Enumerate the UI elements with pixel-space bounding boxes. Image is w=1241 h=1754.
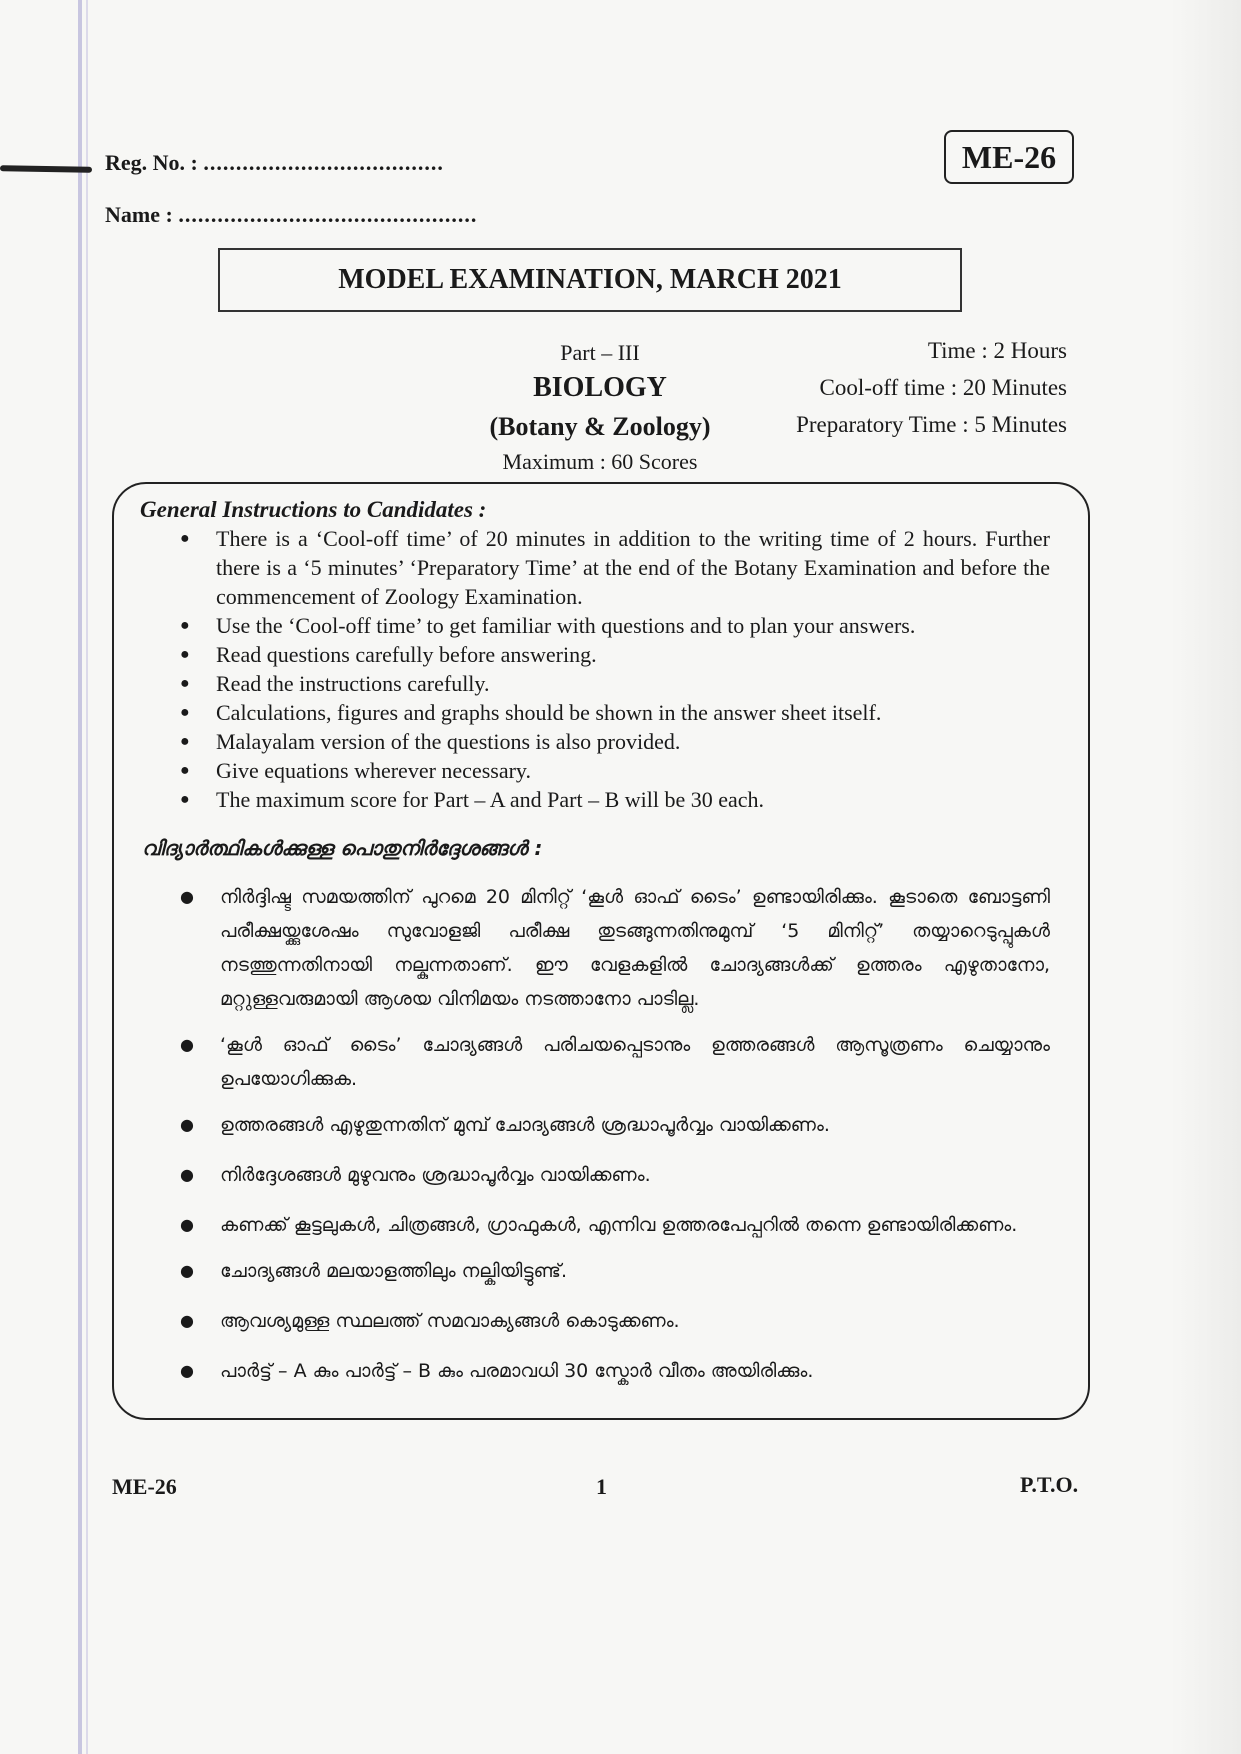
binding-mark xyxy=(0,165,92,173)
list-item: ● Malayalam version of the questions is also provided. xyxy=(180,727,1050,756)
list-item: ● പാർട്ട് – A കും പാർട്ട് – B കും പരമാവധി 30 സ്കോർ വീതം അയിരിക്കും. xyxy=(180,1354,1050,1388)
reg-no-dots: ..................................... xyxy=(203,150,444,175)
writing-time: Time : 2 Hours xyxy=(927,338,1067,363)
list-item: ● ആവശ്യമുള്ള സ്ഥലത്ത് സമവാക്യങ്ങൾ കൊടുക്കണം. xyxy=(180,1304,1050,1338)
list-item: ● There is a ‘Cool-off time’ of 20 minutes in addition to the writing time of 2 hours. Further there is a ‘5 minutes’ ‘Preparatory Time’ at the end of the Botany Examination and before the commencement of Zoology Examination. xyxy=(180,524,1050,611)
list-item: ● ഉത്തരങ്ങൾ എഴുതുന്നതിന് മുമ്പ് ചോദ്യങ്ങൾ ശ്രദ്ധാപൂർവ്വം വായിക്കണം. xyxy=(180,1108,1050,1142)
list-item: ● കണക്ക് കൂട്ടലുകൾ, ചിത്രങ്ങൾ, ഗ്രാഫുകൾ, എന്നിവ ഉത്തരപേപ്പറിൽ തന്നെ ഉണ്ടായിരിക്കണം. xyxy=(180,1208,1050,1242)
list-item: ● Give equations wherever necessary. xyxy=(180,756,1050,785)
cool-off-time: Cool-off time : 20 Minutes xyxy=(819,375,1067,400)
please-turn-over: P.T.O. xyxy=(1020,1472,1079,1497)
list-item: ● Calculations, figures and graphs should be shown in the answer sheet itself. xyxy=(180,698,1050,727)
list-item: ● Read the instructions carefully. xyxy=(180,669,1050,698)
footer-code: ME-26 xyxy=(112,1474,177,1499)
subject-sub: (Botany & Zoology) xyxy=(489,412,711,441)
list-item: ● ‘കൂൾ ഓഫ് ടൈം’ ചോദ്യങ്ങൾ പരിചയപ്പെടാനും ഉത്തരങ്ങൾ ആസൂത്രണം ചെയ്യാനും ഉപയോഗിക്കുക. xyxy=(180,1028,1050,1096)
page-margin-line xyxy=(78,0,82,1754)
ml-instructions-heading: വിദ്യാർത്ഥികൾക്കുള്ള പൊതുനിർദ്ദേശങ്ങൾ : xyxy=(142,836,543,860)
exam-title: MODEL EXAMINATION, MARCH 2021 xyxy=(218,248,962,312)
preparatory-time: Preparatory Time : 5 Minutes xyxy=(796,412,1067,437)
name-dots: .............................................. xyxy=(178,202,478,227)
reg-no-label: Reg. No. : xyxy=(105,150,198,175)
page-right-edge xyxy=(1171,0,1241,1754)
subject-block xyxy=(440,338,760,478)
reg-no-field xyxy=(105,150,444,176)
ml-instructions-list xyxy=(180,880,1050,1404)
page-number: 1 xyxy=(596,1474,607,1499)
list-item: ● നിർദ്ദേശങ്ങൾ മുഴുവനും ശ്രദ്ധാപൂർവ്വം വായിക്കണം. xyxy=(180,1158,1050,1192)
name-label: Name : xyxy=(105,202,173,227)
subject-name: BIOLOGY xyxy=(533,372,667,403)
paper-code-box: ME-26 xyxy=(944,130,1074,184)
time-block xyxy=(796,332,1067,443)
maximum-scores: Maximum : 60 Scores xyxy=(502,449,698,474)
list-item: ● Use the ‘Cool-off time’ to get familiar with questions and to plan your answers. xyxy=(180,611,1050,640)
instructions-heading: General Instructions to Candidates : xyxy=(140,497,487,522)
instructions-list xyxy=(180,524,1050,814)
list-item: ● The maximum score for Part – A and Part – B will be 30 each. xyxy=(180,785,1050,814)
list-item: ● നിർദ്ദിഷ്ട സമയത്തിന് പുറമെ 20 മിനിറ്റ് ‘കൂൾ ഓഫ് ടൈം’ ഉണ്ടായിരിക്കും. കൂടാതെ ബോട്ടണി പരീക്ഷയ്ക്കുശേഷം സുവോളജി പരീക്ഷ തുടങ്ങുന്നതിനുമുമ്പ് ‘5 മിനിറ്റ്’ തയ്യാറെടുപ്പുകൾ നടത്തുന്നതിനായി നല്കുന്നതാണ്. ഈ വേളകളിൽ ചോദ്യങ്ങൾക്ക് ഉത്തരം എഴുതാനോ, മറ്റുള്ളവരുമായി ആശയ വിനിമയം നടത്താനോ പാടില്ല. xyxy=(180,880,1050,1016)
page-margin-line-secondary xyxy=(86,0,88,1754)
list-item: ● ചോദ്യങ്ങൾ മലയാളത്തിലും നല്കിയിട്ടുണ്ട്. xyxy=(180,1254,1050,1288)
list-item: ● Read questions carefully before answering. xyxy=(180,640,1050,669)
name-field xyxy=(105,202,477,228)
subject-part: Part – III xyxy=(560,340,640,365)
